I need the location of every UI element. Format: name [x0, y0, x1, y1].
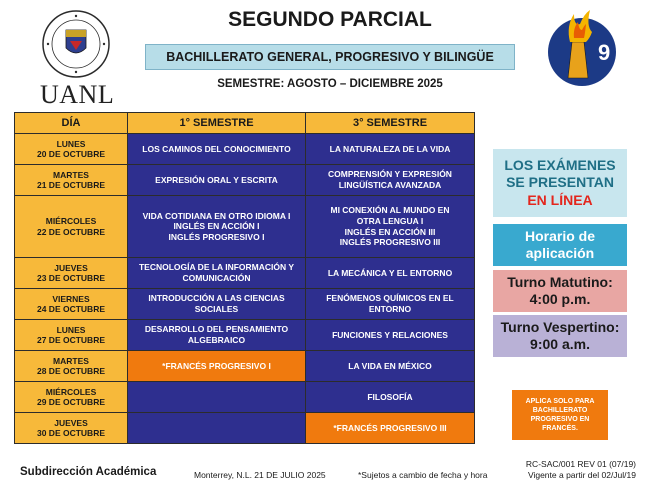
subject-line: LA MECÁNICA Y EL ENTORNO: [327, 267, 453, 278]
semester-1-subject: [128, 289, 306, 320]
semester-3-subject: [306, 289, 475, 320]
subject-line: TECNOLOGÍA DE LA INFORMACIÓN Y: [138, 262, 295, 273]
semester-3-subject: [306, 258, 475, 289]
semester-3-subject: [306, 134, 475, 165]
day-date: 21 DE OCTUBRE: [36, 180, 105, 190]
day-name: MIÉRCOLES: [45, 386, 97, 397]
table-row: [15, 258, 475, 289]
online-line-3: EN LÍNEA: [527, 191, 593, 208]
subject-line: *FRANCÉS PROGRESIVO III: [333, 422, 447, 433]
subject-line: OTRA LENGUA I: [356, 215, 424, 226]
online-exams-notice: [493, 149, 627, 217]
subject-line: LINGÜÍSTICA AVANZADA: [338, 180, 442, 190]
semester-3-subject: [306, 351, 475, 382]
subject-line: INGLÉS EN ACCIÓN I: [173, 221, 260, 232]
day-date: 20 DE OCTUBRE: [36, 149, 105, 159]
day-cell: [15, 382, 128, 413]
header-day: DÍA: [15, 113, 128, 134]
day-name: JUEVES: [54, 262, 88, 273]
schedule-heading-box: Horario de aplicación: [493, 224, 627, 266]
subject-line: EXPRESIÓN ORAL Y ESCRITA: [155, 174, 278, 185]
day-cell: [15, 134, 128, 165]
subject-line: DESARROLLO DEL PENSAMIENTO: [144, 324, 289, 335]
doc-code: RC-SAC/001 REV 01 (07/19): [525, 459, 636, 469]
table-row: [15, 196, 475, 258]
subject-line: VIDA COTIDIANA EN OTRO IDIOMA I: [142, 210, 291, 221]
day-date: 24 DE OCTUBRE: [36, 304, 105, 314]
semester-3-subject: [306, 165, 475, 196]
day-cell: [15, 258, 128, 289]
subject-line: *FRANCÉS PROGRESIVO I: [162, 360, 271, 371]
logo-number: 9: [598, 40, 611, 65]
table-row: [15, 351, 475, 382]
subject-line: INGLÉS PROGRESIVO I: [168, 231, 265, 242]
semester-1-subject-empty: [128, 413, 306, 444]
day-cell: [15, 165, 128, 196]
day-cell: [15, 289, 128, 320]
semester-1-subject: [128, 165, 306, 196]
page-title: SEGUNDO PARCIAL: [228, 8, 432, 31]
subject-line: SOCIALES: [194, 304, 239, 314]
semester-1-subject-empty: [128, 382, 306, 413]
online-line-2: SE PRESENTAN: [506, 174, 614, 191]
day-date: 30 DE OCTUBRE: [36, 428, 105, 438]
semester-3-subject: [306, 382, 475, 413]
semester-1-subject: [128, 320, 306, 351]
subject-line: LOS CAMINOS DEL CONOCIMIENTO: [142, 143, 291, 154]
header-semester-3: 3° SEMESTRE: [306, 113, 475, 134]
morning-shift-box: [493, 270, 627, 312]
french-note-box: APLICA SOLO PARA BACHILLERATO PROGRESIVO EN FRANCÉS.: [512, 390, 608, 440]
day-date: 28 DE OCTUBRE: [36, 366, 105, 376]
subject-line: MI CONEXIÓN AL MUNDO EN: [330, 205, 450, 216]
subject-line: FENÓMENOS QUÍMICOS EN EL: [326, 293, 454, 304]
day-cell: [15, 320, 128, 351]
subject-line: INGLÉS PROGRESIVO III: [339, 237, 441, 248]
day-cell: [15, 196, 128, 258]
morning-shift-time: 4:00 p.m.: [529, 291, 591, 307]
table-row: [15, 134, 475, 165]
table-row: [15, 165, 475, 196]
exam-schedule-table: [14, 112, 475, 444]
table-header-row: [15, 113, 475, 134]
day-date: 29 DE OCTUBRE: [36, 397, 105, 407]
online-line-1: LOS EXÁMENES: [504, 156, 616, 173]
evening-shift-label: Turno Vespertino:: [500, 318, 620, 335]
day-name: MARTES: [53, 169, 89, 180]
semester-1-subject: [128, 196, 306, 258]
footer-disclaimer: *Sujetos a cambio de fecha y hora: [358, 470, 488, 480]
footer-department: Subdirección Académica: [20, 466, 157, 478]
morning-shift-label: Turno Matutino:: [507, 273, 613, 290]
day-date: 23 DE OCTUBRE: [36, 273, 105, 283]
doc-valid-from: Vigente a partir del 02/Jul/19: [527, 470, 636, 481]
subject-line: COMUNICACIÓN: [182, 273, 251, 283]
footer-location-date: Monterrey, N.L. 21 DE JULIO 2025: [194, 470, 326, 480]
semester-1-subject: [128, 351, 306, 382]
uanl-wordmark: UANL: [40, 80, 115, 109]
table-row: [15, 320, 475, 351]
subject-line: COMPRENSIÓN Y EXPRESIÓN: [328, 169, 452, 180]
semester-3-subject: [306, 413, 475, 444]
table-row: [15, 382, 475, 413]
header-semester-1: 1° SEMESTRE: [128, 113, 306, 134]
evening-shift-box: [493, 315, 627, 357]
day-cell: [15, 351, 128, 382]
day-name: VIERNES: [52, 293, 90, 304]
semester-3-subject: [306, 196, 475, 258]
subject-line: ALGEBRAICO: [187, 335, 246, 345]
subject-line: INGLÉS EN ACCIÓN III: [344, 226, 436, 237]
table-row: [15, 413, 475, 444]
semester-1-subject: [128, 258, 306, 289]
day-date: 22 DE OCTUBRE: [36, 226, 105, 237]
day-name: LUNES: [56, 324, 86, 335]
day-cell: [15, 413, 128, 444]
subject-line: FUNCIONES Y RELACIONES: [332, 329, 448, 340]
subject-line: LA NATURALEZA DE LA VIDA: [329, 143, 451, 154]
program-subtitle: BACHILLERATO GENERAL, PROGRESIVO Y BILINGÜE: [145, 44, 515, 70]
day-name: LUNES: [56, 138, 86, 149]
day-name: MIÉRCOLES: [45, 216, 97, 227]
semester-1-subject: [128, 134, 306, 165]
semester-label: SEMESTRE: AGOSTO – DICIEMBRE 2025: [217, 78, 443, 90]
day-name: JUEVES: [54, 417, 88, 428]
subject-line: INTRODUCCIÓN A LAS CIENCIAS: [148, 293, 285, 304]
subject-line: ENTORNO: [368, 304, 412, 314]
preparatoria-9-logo: [540, 8, 618, 94]
table-row: [15, 289, 475, 320]
day-date: 27 DE OCTUBRE: [36, 335, 105, 345]
day-name: MARTES: [53, 355, 89, 366]
footer-document-code: [492, 459, 636, 481]
uanl-seal-logo: [42, 10, 110, 78]
semester-3-subject: [306, 320, 475, 351]
subject-line: LA VIDA EN MÉXICO: [348, 360, 432, 371]
evening-shift-time: 9:00 a.m.: [530, 336, 590, 352]
subject-line: FILOSOFÍA: [367, 391, 413, 402]
